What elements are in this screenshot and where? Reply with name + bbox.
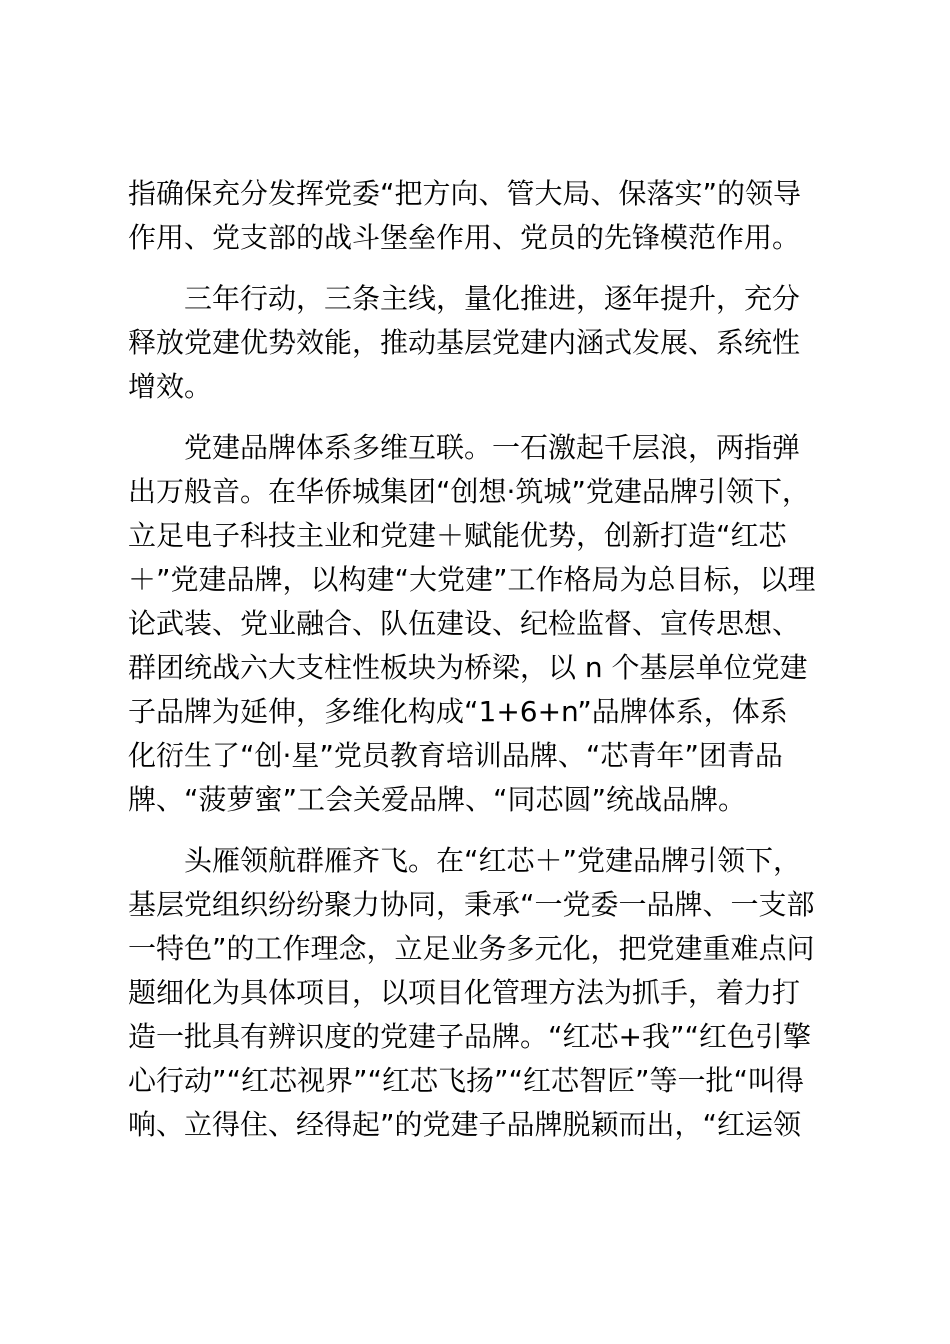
text-line: 群团统战六大支柱性板块为桥梁，以 n 个基层单位党建 (128, 651, 808, 684)
text-line: 三年行动，三条主线，量化推进，逐年提升，充分 (184, 282, 801, 315)
text-line: 基层党组织纷纷聚力协同，秉承“一党委一品牌、一支部 (128, 888, 815, 921)
text-line: 出万般音。在华侨城集团“创想·筑城”党建品牌引领下， (128, 475, 810, 508)
text-line: 化衍生了“创·星”党员教育培训品牌、“芯青年”团青品 (128, 739, 783, 772)
text-line: 释放党建优势效能，推动基层党建内涵式发展、系统性 (128, 326, 801, 359)
text-line: 子品牌为延伸，多维化构成“1+6+n”品牌体系，体系 (128, 695, 788, 728)
text-line: 头雁领航群雁齐飞。在“红芯＋”党建品牌引领下， (184, 844, 802, 877)
text-line: 造一批具有辨识度的党建子品牌。“红芯+我”“红色引擎 (128, 1020, 811, 1053)
text-line: 增效。 (128, 370, 213, 403)
text-line: 指确保充分发挥党委“把方向、管大局、保落实”的领导 (128, 177, 802, 210)
text-line: 牌、“菠萝蜜”工会关爱品牌、“同芯圆”统战品牌。 (128, 783, 747, 816)
text-line: 党建品牌体系多维互联。一石激起千层浪，两指弹 (184, 431, 801, 464)
text-line: 响、立得住、经得起”的党建子品牌脱颖而出，“红运领 (128, 1108, 802, 1141)
paragraph (128, 426, 834, 822)
text-line: 作用、党支部的战斗堡垒作用、党员的先锋模范作用。 (128, 221, 801, 254)
text-line: ＋”党建品牌，以构建“大党建”工作格局为总目标，以理 (128, 563, 816, 596)
document-body (128, 172, 834, 1147)
paragraph (128, 172, 834, 260)
text-line: 心行动”“红芯视界”“红芯飞扬”“红芯智匠”等一批“叫得 (128, 1064, 805, 1097)
text-line: 立足电子科技主业和党建＋赋能优势，创新打造“红芯 (128, 519, 787, 552)
text-line: 题细化为具体项目，以项目化管理方法为抓手，着力打 (128, 976, 801, 1009)
text-line: 论武装、党业融合、队伍建设、纪检监督、宣传思想、 (128, 607, 801, 640)
paragraph (128, 839, 834, 1147)
text-line: 一特色”的工作理念，立足业务多元化，把党建重难点问 (128, 932, 815, 965)
paragraph (128, 277, 834, 409)
